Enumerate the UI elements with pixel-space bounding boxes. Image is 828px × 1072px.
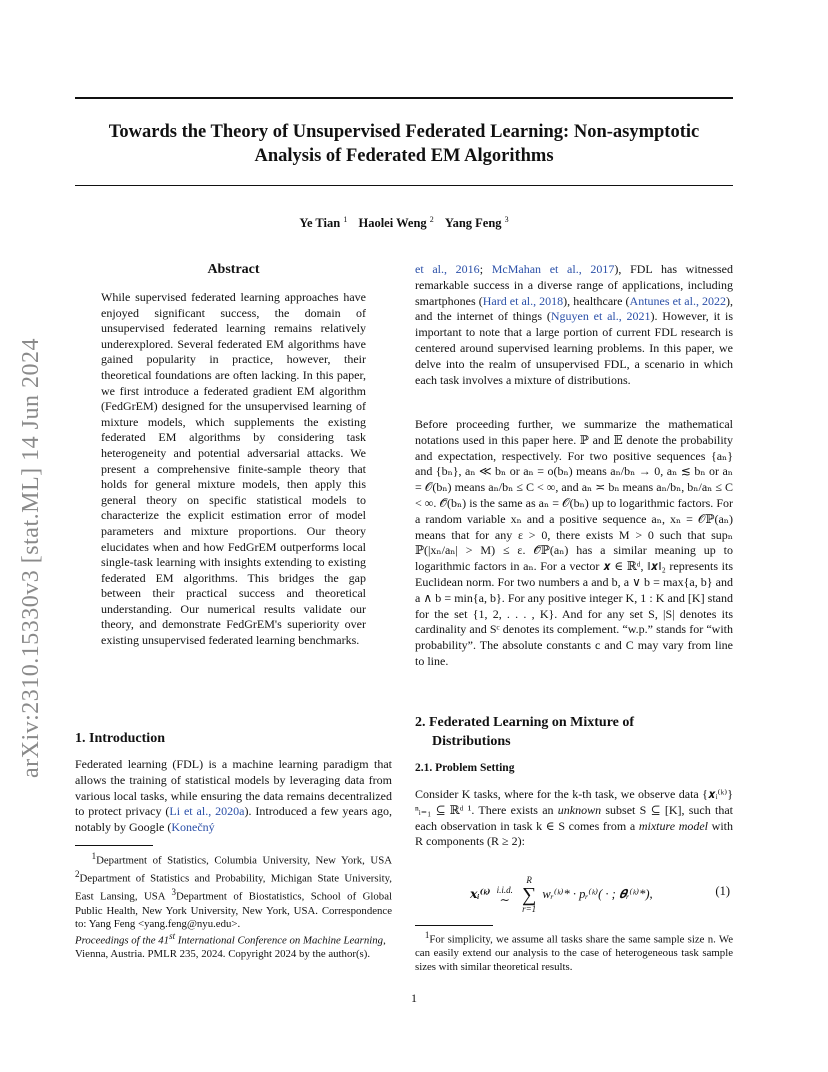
paper-title <box>75 120 733 168</box>
citation-link[interactable]: Hard et al., 2018 <box>482 293 564 308</box>
sample-size-footnote: $^1$For simplicity, we assume all tasks share the same sample size n. We can easily extend our analysis to the case of heterogeneous task sample sizes with similar theoretical results. <box>415 930 733 973</box>
author-list <box>75 215 733 231</box>
citation-link[interactable]: McMahan et al., 2017 <box>491 262 615 276</box>
intro-heading: 1. Introduction <box>75 731 165 746</box>
citation-link[interactable]: Antunes et al., 2022 <box>629 293 726 308</box>
title-line-1: Towards the Theory of Unsupervised Federated Learning: Non-asymptotic <box>108 122 700 142</box>
equation-1: 𝒙ᵢ⁽ᵏ⁾ i.i.d. ∼ R ∑ r=1 wᵣ⁽ᵏ⁾* · pᵣ⁽ᵏ⁾( · ; 𝜽ᵣ⁽ᵏ⁾*), (1) <box>470 875 730 914</box>
footnote-rule-right <box>415 925 493 926</box>
section-2-heading: 2. Federated Learning on Mixture of Distributions <box>415 715 635 749</box>
abstract-text: While supervised federated learning approaches have enjoyed significant success, the domain of unsupervised federated learning remains relatively underexplored. Several federated EM algorithms have gained popularity in practice, however, their theoretical foundations are often lacking. In this paper, we first introduce a federated gradient EM algorithm (FedGrEM) designed for the unsupervised learning of mixture models, which supplements the existing federated EM algorithms by considering task heterogeneity and potential adversarial attacks. We present a comprehensive finite-sample theory that holds for general mixture models, then apply this general theory on specific statistical models to characterize the explicit estimation error of model parameters and mixture proportions. Our theory elucidates when and how FedGrEM outperforms local single-task learning with insights extending to existing federated EM algorithms. This bridges the gap between their practical success and theoretical understanding. Our numerical results validate our theory, and demonstrate FedGrEM's superiority over existing unsupervised federated learning benchmarks. <box>101 290 366 648</box>
affiliation-footnote: $^1$Department of Statistics, Columbia University, New York, USA $^2$Department of Statistics and Probability, Michigan State University, East Lansing, USA $^3$Department of Biostatistics, School of Global Public Health, New York University, New York, USA. Correspondence to: Yang Feng <yang.feng@nyu.edu>. <box>75 851 392 931</box>
citation-link[interactable]: Konečný <box>171 820 215 835</box>
intro-continued-paragraph: et al., 2016; McMahan et al., 2017), FDL has witnessed remarkable success in a diverse range of applications, including smartphones (Hard et al., 2018), healthcare (Antunes et al., 2022), and the internet of things (Nguyen et al., 2021). However, it is important to note that a large portion of current FDL research is centered around supervised learning problems. In this paper, we delve into the realm of unsupervised FDL, a scenario in which each task involves a mixture of distributions. <box>415 262 734 387</box>
author-1: Ye Tian $^1$ <box>299 215 348 231</box>
arxiv-stamp: arXiv:2310.15330v3 [stat.ML] 14 Jun 2024 <box>18 338 44 778</box>
citation-link[interactable]: Nguyen et al., 2021 <box>550 309 651 324</box>
problem-setting-paragraph: Consider K tasks, where for the k-th task, we observe data {𝒙ᵢ⁽ᵏ⁾}ⁿᵢ₌₁ ⊆ ℝᵈ ¹. There exists an unknown subset S ⊆ [K], such that each observation in task k ∈ S comes from a mixture model with R components (R ≥ 2): <box>415 787 733 849</box>
title-bottom-rule <box>75 185 733 186</box>
abstract-heading: Abstract <box>207 262 260 277</box>
footnote-rule <box>75 845 153 846</box>
page-number: 1 <box>411 991 417 1005</box>
title-top-rule <box>75 97 733 99</box>
author-2: Haolei Weng $^2$ <box>358 215 434 231</box>
author-3: Yang Feng $^3$ <box>444 215 509 231</box>
subsection-2-1-heading: 2.1. Problem Setting <box>415 762 515 774</box>
citation-link[interactable]: Li et al., 2020a <box>169 804 245 819</box>
citation-link[interactable]: et al., 2016 <box>415 262 480 276</box>
title-line-2: Analysis of Federated EM Algorithms <box>254 146 554 166</box>
proceedings-note: Proceedings of the 41st International Conference on Machine Learning, Vienna, Austria. PMLR 235, 2024. Copyright 2024 by the author(s). <box>75 931 386 961</box>
notation-paragraph: Before proceeding further, we summarize the mathematical notations used in this paper here. ℙ and 𝔼 denote the probability and expectation, respectively. For two positive sequences {aₙ} and {bₙ}, aₙ ≪ bₙ or aₙ = o(bₙ) means aₙ/bₙ → 0, aₙ ≲ bₙ or aₙ = 𝒪(bₙ) means aₙ/bₙ ≤ C < ∞, and aₙ ≍ bₙ means aₙ/bₙ, bₙ/aₙ ≤ C < ∞. 𝒪̃(bₙ) is the same as aₙ = 𝒪(bₙ) up to logarithmic factors. For a random variable xₙ and a positive sequence aₙ, xₙ = 𝒪ℙ(aₙ) means that for any ε > 0, there exists M > 0 such that supₙ ℙ(|xₙ/aₙ| > M) ≤ ε. 𝒪̃ℙ(aₙ) has a similar meaning up to logarithmic factors in aₙ. For a vector 𝒙 ∈ ℝᵈ, ‖𝒙‖₂ represents its Euclidean norm. For two numbers a and b, a ∨ b = max{a, b} and a ∧ b = min{a, b}. For any positive integer K, 1 : K and [K] stand for the set {1, 2, . . . , K}. And for any set S, |S| denotes its cardinality and Sᶜ denotes its complement. “w.p.” stands for “with probability”. The absolute constants c and C may vary from line to line. <box>415 417 733 668</box>
intro-paragraph: Federated learning (FDL) is a machine learning paradigm that allows the training of statistical models by leveraging data from various local tasks, while ensuring the data remains decentralized to protect privacy (Li et al., 2020a). Introduced a few years ago, notably by Google (Konečný <box>75 757 392 835</box>
